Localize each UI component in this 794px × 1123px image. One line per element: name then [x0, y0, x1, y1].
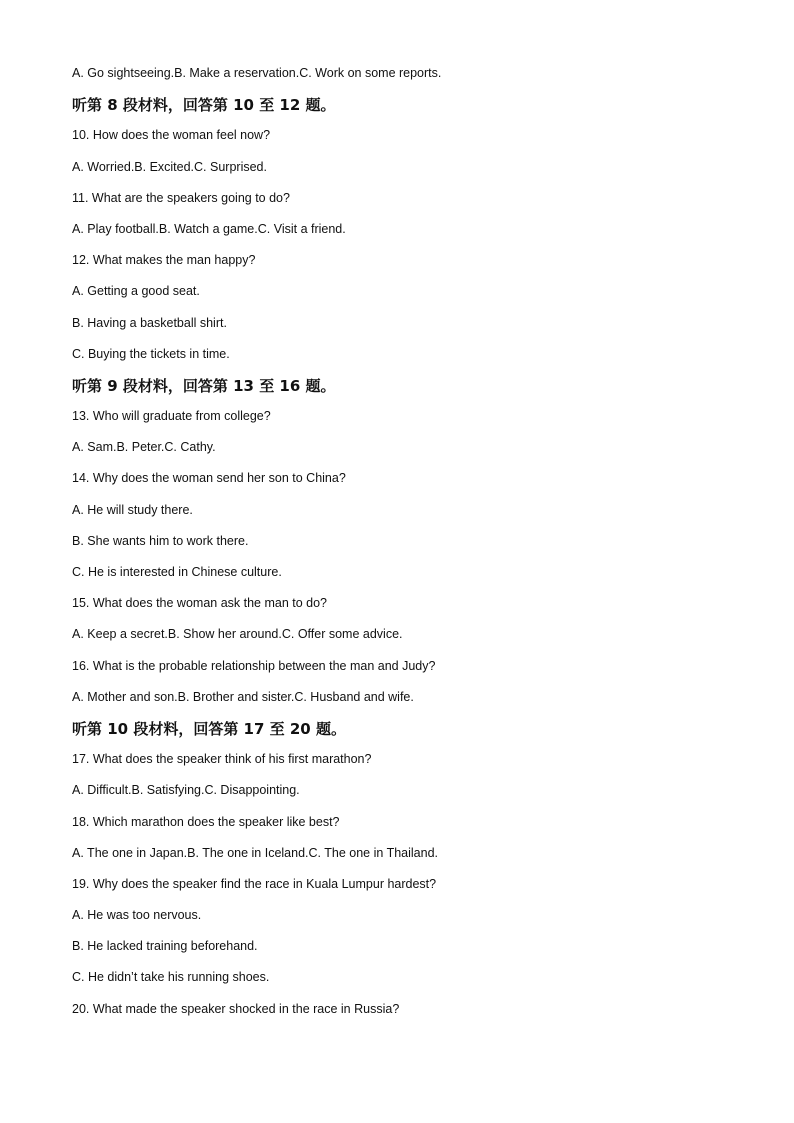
question-line: 15. What does the woman ask the man to do? [72, 596, 328, 611]
options-line: A. Difficult.B. Satisfying.C. Disappointing. [72, 783, 300, 798]
section-heading: 听第 9 段材料，回答第 13 至 16 题。 [72, 376, 336, 395]
options-line: C. Buying the tickets in time. [72, 346, 230, 361]
question-line: 20. What made the speaker shocked in the race in Russia? [72, 1001, 400, 1016]
section-heading: 听第 10 段材料，回答第 17 至 20 题。 [72, 719, 346, 738]
options-line: A. The one in Japan.B. The one in Iceland.C. The one in Thailand. [72, 845, 438, 860]
section-heading: 听第 8 段材料，回答第 10 至 12 题。 [72, 96, 336, 115]
question-line: 19. Why does the speaker find the race in Kuala Lumpur hardest? [72, 876, 437, 891]
question-line: 17. What does the speaker think of his first marathon? [72, 752, 372, 767]
question-line: 16. What is the probable relationship between the man and Judy? [72, 658, 436, 673]
question-line: 14. Why does the woman send her son to China? [72, 471, 346, 486]
options-line: A. Go sightseeing.B. Make a reservation.C. Work on some reports. [72, 66, 442, 80]
options-line: C. He is interested in Chinese culture. [72, 565, 282, 579]
question-line: 12. What makes the man happy? [72, 253, 256, 268]
options-line: B. He lacked training beforehand. [72, 939, 258, 954]
options-line: A. He was too nervous. [72, 908, 202, 923]
options-line: A. Keep a secret.B. Show her around.C. Offer some advice. [72, 627, 403, 642]
question-line: 13. Who will graduate from college? [72, 409, 271, 424]
question-line: 11. What are the speakers going to do? [72, 190, 290, 205]
document-page [72, 64, 722, 1031]
options-line: A. Worried.B. Excited.C. Surprised. [72, 159, 267, 174]
options-line: A. Getting a good seat. [72, 284, 200, 299]
options-line: B. She wants him to work there. [72, 533, 249, 548]
options-line: C. He didn’t take his running shoes. [72, 970, 270, 985]
options-line: B. Having a basketball shirt. [72, 315, 227, 330]
options-line: A. Mother and son.B. Brother and sister.C. Husband and wife. [72, 689, 414, 704]
options-line: A. Play football.B. Watch a game.C. Visit a friend. [72, 221, 346, 236]
options-line: A. He will study there. [72, 502, 193, 517]
options-line: A. Sam.B. Peter.C. Cathy. [72, 440, 216, 455]
question-line: 10. How does the woman feel now? [72, 128, 271, 143]
question-line: 18. Which marathon does the speaker like best? [72, 814, 340, 829]
